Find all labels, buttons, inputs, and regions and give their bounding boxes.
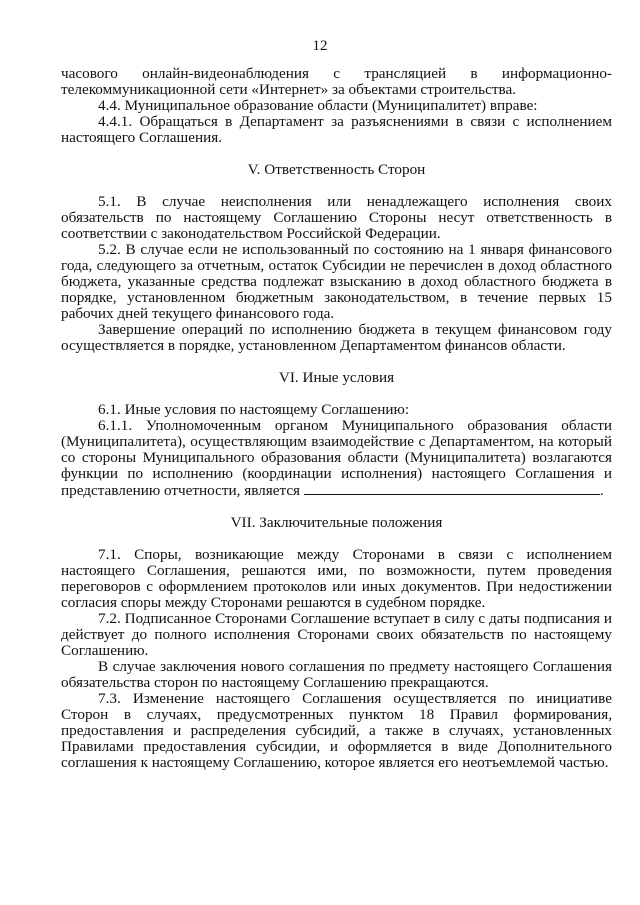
paragraph-5-2: 5.2. В случае если не использованный по состоянию на 1 января финансового года, следующего за отчетным, остаток Субсидии не перечислен в доход областного бюджета, указанные средства подлежат взысканию в доход областного бюджета в порядке, установленном бюджетным законодательством, в течение первых 15 рабочих дней текущего финансового года.	[61, 241, 612, 322]
section-heading-vii: VII. Заключительные положения	[230, 514, 443, 531]
paragraph-5-1: 5.1. В случае неисполнения или ненадлежащего исполнения своих обязательств по настоящему Соглашению Стороны несут ответственность в соответствии с законодательством Российской Федерации.	[61, 193, 612, 242]
document-body	[61, 66, 612, 771]
paragraph-4-4-1: 4.4.1. Обращаться в Департамент за разъяснениями в связи с исполнением настоящего Соглашения.	[61, 113, 612, 146]
paragraph-7-2: 7.2. Подписанное Сторонами Соглашение вступает в силу с даты подписания и действует до полного исполнения Сторонами своих обязательств по настоящему Соглашению.	[61, 610, 612, 659]
page-number: 12	[312, 38, 328, 54]
paragraph-6-1: 6.1. Иные условия по настоящему Соглашению:	[98, 401, 410, 418]
paragraph-6-1-1-end: .	[599, 482, 604, 499]
paragraph-5-completion: Завершение операций по исполнению бюджета в текущем финансовом году осуществляется в порядке, установленном Департаментом финансов области.	[61, 321, 612, 354]
paragraph-7-1: 7.1. Споры, возникающие между Сторонами в связи с исполнением настоящего Соглашения, решаются ими, по возможности, путем проведения переговоров с оформлением протоколов или иных документов. При недостижении согласия споры между Сторонами решаются в судебном порядке.	[61, 546, 612, 611]
blank-fill-line	[304, 482, 600, 495]
paragraph-4-4: 4.4. Муниципальное образование области (Муниципалитет) вправе:	[98, 97, 538, 114]
section-heading-vi: VI. Иные условия	[278, 369, 395, 386]
paragraph-6-1-1	[61, 418, 612, 499]
paragraph-continuation: часового онлайн-видеонаблюдения с трансляцией в информационно-телекоммуникационной сети «Интернет» за объектами строительства.	[61, 65, 612, 98]
paragraph-7-2-new-agreement: В случае заключения нового соглашения по предмету настоящего Соглашения обязательства сторон по настоящему Соглашению прекращаются.	[61, 658, 612, 691]
section-heading-v: V. Ответственность Сторон	[247, 161, 426, 178]
paragraph-6-1-1-text: 6.1.1. Уполномоченным органом Муниципального образования области (Муниципалитета), осуществляющим взаимодействие с Департаментом, на который со стороны Муниципального образования области (Муниципалитета) возлагаются функции по исполнению (координации исполнения) настоящего Соглашения и представлению отчетности, является	[61, 417, 612, 499]
paragraph-7-3: 7.3. Изменение настоящего Соглашения осуществляется по инициативе Сторон в случаях, предусмотренных пунктом 18 Правил формирования, предоставления и распределения субсидий, а также в случаях, установленных Правилами предоставления субсидии, и оформляется в виде Дополнительного соглашения к настоящему Соглашению, которое является его неотъемлемой частью.	[61, 690, 612, 771]
